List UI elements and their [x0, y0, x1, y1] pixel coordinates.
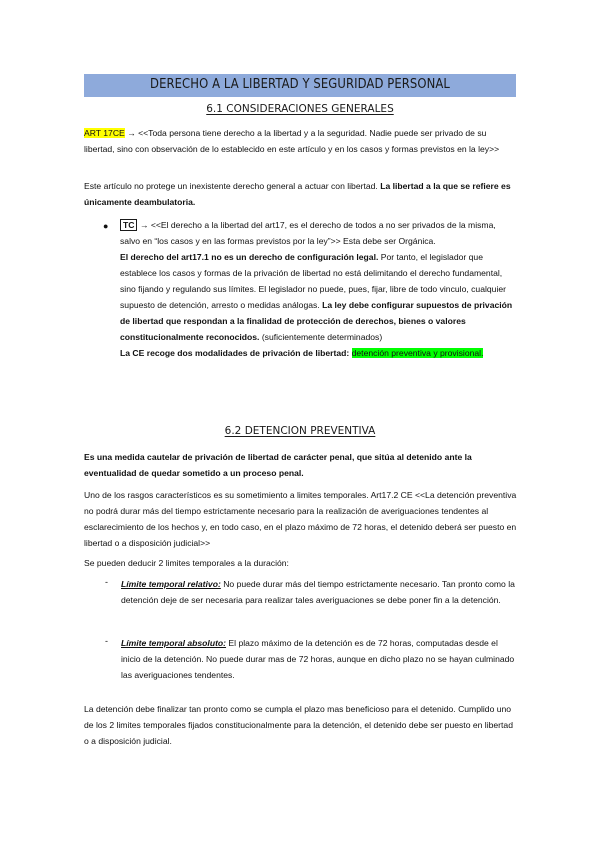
tc-label: TC — [120, 219, 137, 231]
absolute-limit-label: Límite temporal absoluto: — [121, 638, 227, 648]
conclusion-paragraph: La detención debe finalizar tan pronto como se cumpla el plazo mas beneficioso para el detenido. Cumplido uno de los 2 limites temporales fijados constitucionalmente para la detención, el detenido debe ser puesto en libertad o a disposición judicial. — [84, 704, 513, 746]
relative-limit-item — [121, 576, 518, 608]
freedom-scope-bold: La libertad a la que se refiere es únicamente deambulatoria. — [84, 181, 511, 207]
absolute-limit-text: El plazo máximo de la detención es de 72 horas, computadas desde el inicio de la detención. No puede durar mas de 72 horas, aunque en dicho plazo no se hayan culminado las averiguaciones tendentes. — [121, 638, 515, 680]
relative-limit-label: Límite temporal relativo: — [121, 579, 221, 589]
document-title: DERECHO A LA LIBERTAD Y SEGURIDAD PERSONAL — [150, 76, 450, 92]
list-dash-2: - — [105, 636, 108, 646]
definition-paragraph: Es una medida cautelar de privación de libertad de carácter penal, que sitúa al detenido ante la eventualidad de quedar sometido a un proceso penal. — [84, 452, 472, 478]
arrow-right-icon: → — [139, 220, 149, 230]
legal-config-bold: El derecho del art17.1 no es un derecho de configuración legal. — [120, 252, 379, 262]
list-dash-1: - — [105, 577, 108, 587]
article-label: ART 17CE — [84, 128, 125, 138]
law-purpose-tail: (suficientemente determinados) — [259, 332, 383, 342]
bullet-dot-icon: ● — [103, 221, 109, 231]
tc-quote: <<El derecho a la libertad del art17, es el derecho de todos a no ser privados de la misma, salvo en “los casos y en las formas previstos por la ley”>> Esta debe ser Orgánica. — [120, 220, 496, 246]
modalities-highlight: detención preventiva y provisional. — [351, 348, 484, 358]
law-purpose-bold: La ley debe configurar supuestos de privación de libertad que respondan a la finalidad de protección de derechos, bienes o valores constitucionalmente reconocidos. — [120, 300, 513, 342]
title-banner — [84, 74, 516, 97]
tc-bullet-item — [120, 217, 518, 361]
absolute-limit-item — [121, 635, 518, 683]
freedom-scope-paragraph — [84, 178, 518, 210]
article-text: → <<Toda persona tiene derecho a la libertad y a la seguridad. Nadie puede ser privado de su libertad, sino con observación de lo establecido en este artículo y en los casos y formas previstos en la ley>> — [84, 128, 500, 154]
temporal-limits-paragraph: Uno de los rasgos característicos es su sometimiento a limites temporales. Art17.2 CE <<La detención preventiva no podrá durar más del tiempo estrictamente necesario para la realización de averiguaciones tendentes al esclarecimiento de los hechos y, en todo caso, en el plazo máximo de 72 horas, el detenido deberá ser puesto en libertad o a disposición judicial>> — [84, 490, 517, 548]
deduce-limits-paragraph: Se pueden deducir 2 limites temporales a la duración: — [84, 558, 289, 568]
legal-config-text: Por tanto, el legislador que establece los casos y formas de la privación de libertad no está delimitando el derecho fundamental, sino fijando y regulando sus límites. El legislador no puede, pues, fijar, libre de todo vinculo, cualquier supuesto de detención, arresto o medidas análogas. — [120, 252, 506, 310]
section-heading-2 — [84, 425, 516, 437]
article-quote-paragraph — [84, 125, 518, 157]
relative-limit-text: No puede durar más del tiempo estrictamente necesario. Tan pronto como la detención deje de ser necesaria para realizar tales averiguaciones se debe poner fin a la detención. — [121, 579, 515, 605]
section-heading-2-text: 6.2 DETENCION PREVENTIVA — [224, 425, 376, 437]
modalities-bold: La CE recoge dos modalidades de privación de libertad: — [120, 348, 352, 358]
freedom-scope-plain: Este artículo no protege un inexistente derecho general a actuar con libertad. — [84, 181, 381, 191]
section-heading-1 — [84, 103, 516, 115]
section-heading-1-text: 6.1 CONSIDERACIONES GENERALES — [206, 103, 394, 115]
